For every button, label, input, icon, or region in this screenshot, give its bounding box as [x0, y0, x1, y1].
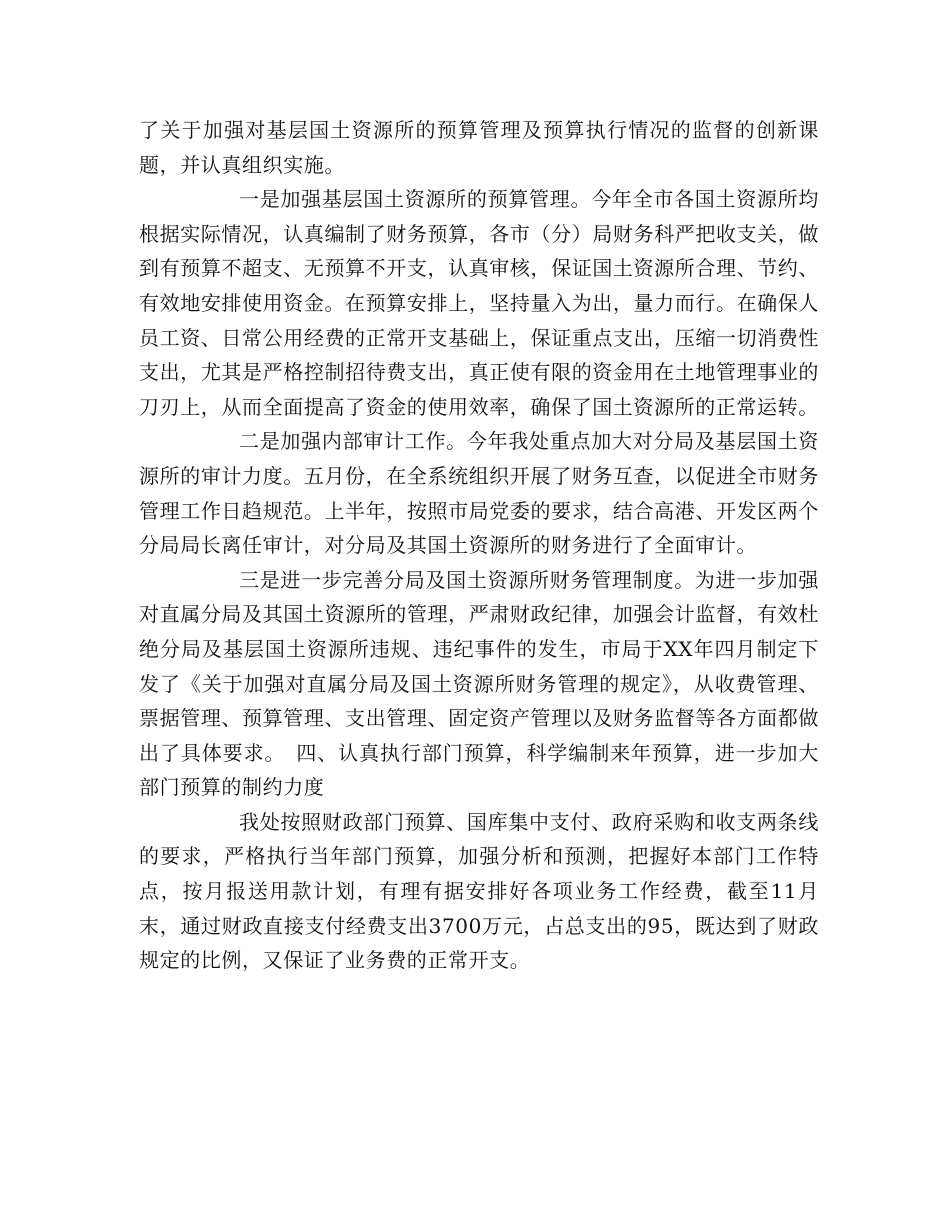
paragraph-continuation: 了关于加强对基层国土资源所的预算管理及预算执行情况的监督的创新课题，并认真组织实施。 — [139, 118, 819, 177]
document-body — [139, 113, 819, 978]
paragraph-budget-management: 一是加强基层国土资源所的预算管理。今年全市各国土资源所均根据实际情况，认真编制了财务预算，各市（分）局财务科严把收支关，做到有预算不超支、无预算不开支，认真审核，保证国土资源所合理、节约、有效地安排使用资金。在预算安排上，坚持量入为出，量力而行。在确保人员工资、日常公用经费的正常开支基础上，保证重点支出，压缩一切消费性支出，尤其是严格控制招待费支出，真正使有限的资金用在土地管理事业的刀刃上，从而全面提高了资金的使用效率，确保了国土资源所的正常运转。 — [139, 187, 819, 419]
paragraph-internal-audit: 二是加强内部审计工作。今年我处重点加大对分局及基层国土资源所的审计力度。五月份，在全系统组织开展了财务互查，以促进全市财务管理工作日趋规范。上半年，按照市局党委的要求，结合高港、开发区两个分局局长离任审计，对分局及其国土资源所的财务进行了全面审计。 — [139, 429, 819, 558]
paragraph-department-budget: 我处按照财政部门预算、国库集中支付、政府采购和收支两条线的要求，严格执行当年部门预算，加强分析和预测，把握好本部门工作特点，按月报送用款计划，有理有据安排好各项业务工作经费，截至11月末，通过财政直接支付经费支出3700万元，占总支出的95，既达到了财政规定的比例，又保证了业务费的正常开支。 — [139, 809, 819, 973]
paragraph-finance-rules: 三是进一步完善分局及国土资源所财务管理制度。为进一步加强对直属分局及其国土资源所的管理，严肃财政纪律，加强会计监督，有效杜绝分局及基层国土资源所违规、违纪事件的发生，市局于XX年四月制定下发了《关于加强对直属分局及国土资源所财务管理的规定》，从收费管理、票据管理、预算管理、支出管理、固定资产管理以及财务监督等各方面都做出了具体要求。 四、认真执行部门预算，科学编制来年预算，进一步加大部门预算的制约力度 — [139, 567, 819, 800]
